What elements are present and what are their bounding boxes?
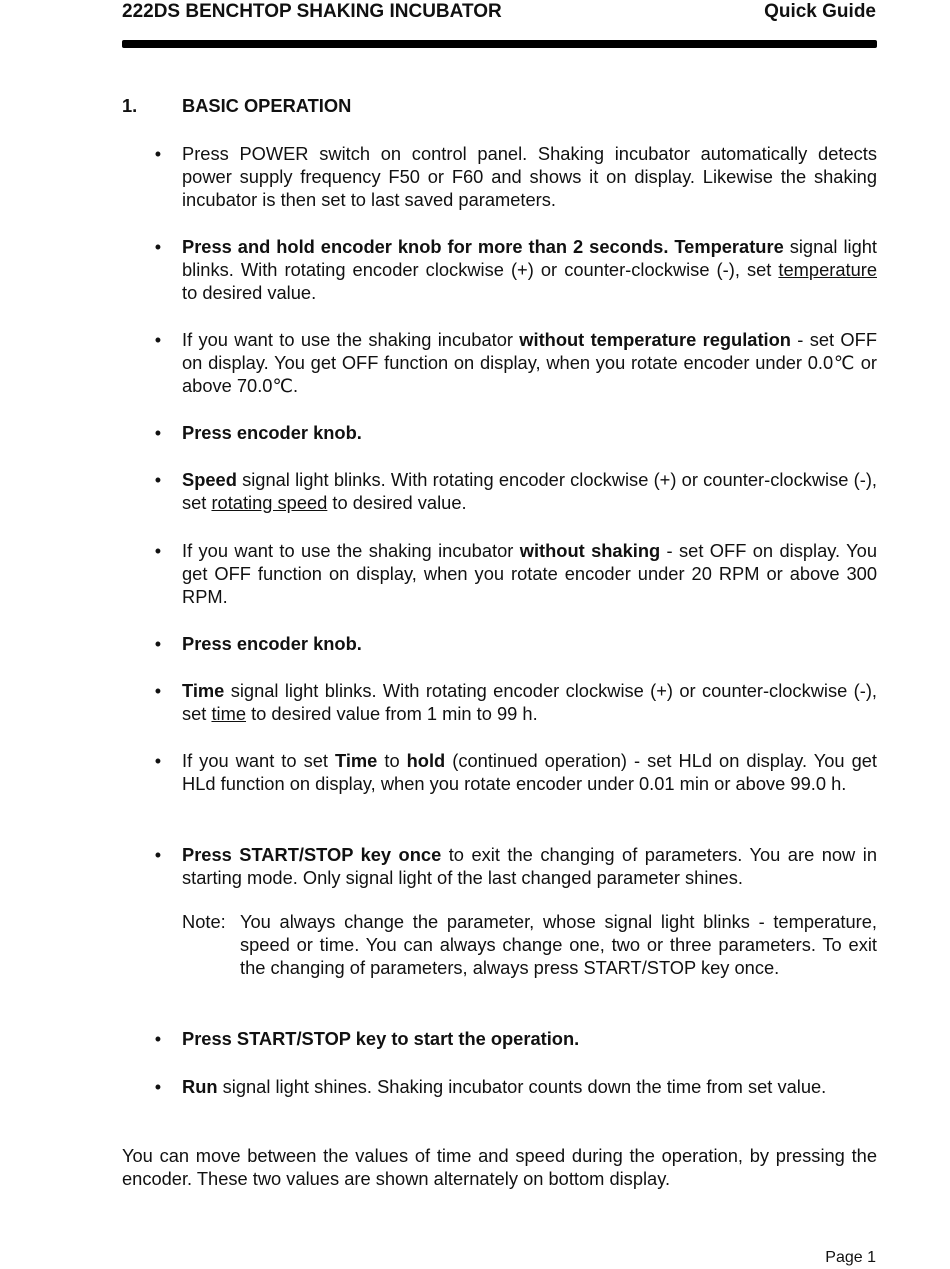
list-item-text: If you want to set Time to hold (continued operation) - set HLd on display. You get HLd function on display, when you rotate encoder under 0.01 min or above 99.0 h. <box>182 750 878 794</box>
list-item <box>150 843 877 889</box>
list-item <box>150 468 877 514</box>
list-item-text: If you want to use the shaking incubator without shaking - set OFF on display. You get OFF function on display, when you rotate encoder under 20 RPM or above 300 RPM. <box>182 540 878 607</box>
bullet-icon: • <box>154 469 162 490</box>
list-item <box>150 421 877 444</box>
bullet-icon: • <box>154 236 162 257</box>
list-item <box>150 749 877 795</box>
list-item-text: Press START/STOP key once to exit the changing of parameters. You are now in starting mode. Only signal light of the last changed parameter shines. <box>182 844 877 888</box>
note <box>182 910 877 979</box>
list-item-text: If you want to use the shaking incubator without temperature regulation - set OFF on display. You get OFF function on display, when you rotate encoder under 0.0℃ or above 70.0℃. <box>182 329 877 396</box>
note-text: You always change the parameter, whose signal light blinks - temperature, speed or time. You can always change one, two or three parameters. To exit the changing of parameters, always press START/STOP key once. <box>240 911 877 978</box>
document-title: 222DS BENCHTOP SHAKING INCUBATOR <box>122 1 502 22</box>
list-item <box>150 328 877 397</box>
closing-paragraph: You can move between the values of time and speed during the operation, by pressing the encoder. These two values are shown alternately on bottom display. <box>122 1145 877 1189</box>
bullet-icon: • <box>154 1028 162 1049</box>
list-item <box>150 142 877 211</box>
list-item-text: Time signal light blinks. With rotating encoder clockwise (+) or counter-clockwise (-), set time to desired value from 1 min to 99 h. <box>182 680 877 724</box>
bullet-icon: • <box>154 633 162 654</box>
section-title: BASIC OPERATION <box>182 95 352 116</box>
bullet-icon: • <box>154 540 162 561</box>
list-item-text: Run signal light shines. Shaking incubator counts down the time from set value. <box>182 1076 827 1097</box>
bullet-icon: • <box>154 329 162 350</box>
header-rule <box>122 40 877 48</box>
bullet-icon: • <box>154 143 162 164</box>
list-item <box>150 1027 877 1050</box>
section-number: 1. <box>122 95 138 116</box>
list-item-text: Press POWER switch on control panel. Shaking incubator automatically detects power supply frequency F50 or F60 and shows it on display. Likewise the shaking incubator is then set to last saved parameters. <box>182 143 877 210</box>
bullet-icon: • <box>154 680 162 701</box>
list-item-text: Press and hold encoder knob for more than 2 seconds. Temperature signal light blinks. With rotating encoder clockwise (+) or counter-clockwise (-), set temperature to desired value. <box>182 236 877 303</box>
bullet-icon: • <box>154 1076 162 1097</box>
bullet-icon: • <box>154 422 162 443</box>
note-label: Note: <box>182 911 226 932</box>
list-item <box>150 539 877 608</box>
list-item <box>150 632 877 655</box>
page-number: Page 1 <box>825 1249 876 1266</box>
list-item-text: Speed signal light blinks. With rotating encoder clockwise (+) or counter-clockwise (-), set rotating speed to desired value. <box>182 469 877 513</box>
list-item-text: Press encoder knob. <box>182 633 362 654</box>
list-item <box>150 679 877 725</box>
guide-label: Quick Guide <box>764 1 876 22</box>
bullet-icon: • <box>154 750 162 771</box>
list-item-text: Press encoder knob. <box>182 422 362 443</box>
list-item <box>150 1075 877 1098</box>
list-item-text: Press START/STOP key to start the operation. <box>182 1028 580 1049</box>
list-item <box>150 235 877 304</box>
bullet-icon: • <box>154 844 162 865</box>
